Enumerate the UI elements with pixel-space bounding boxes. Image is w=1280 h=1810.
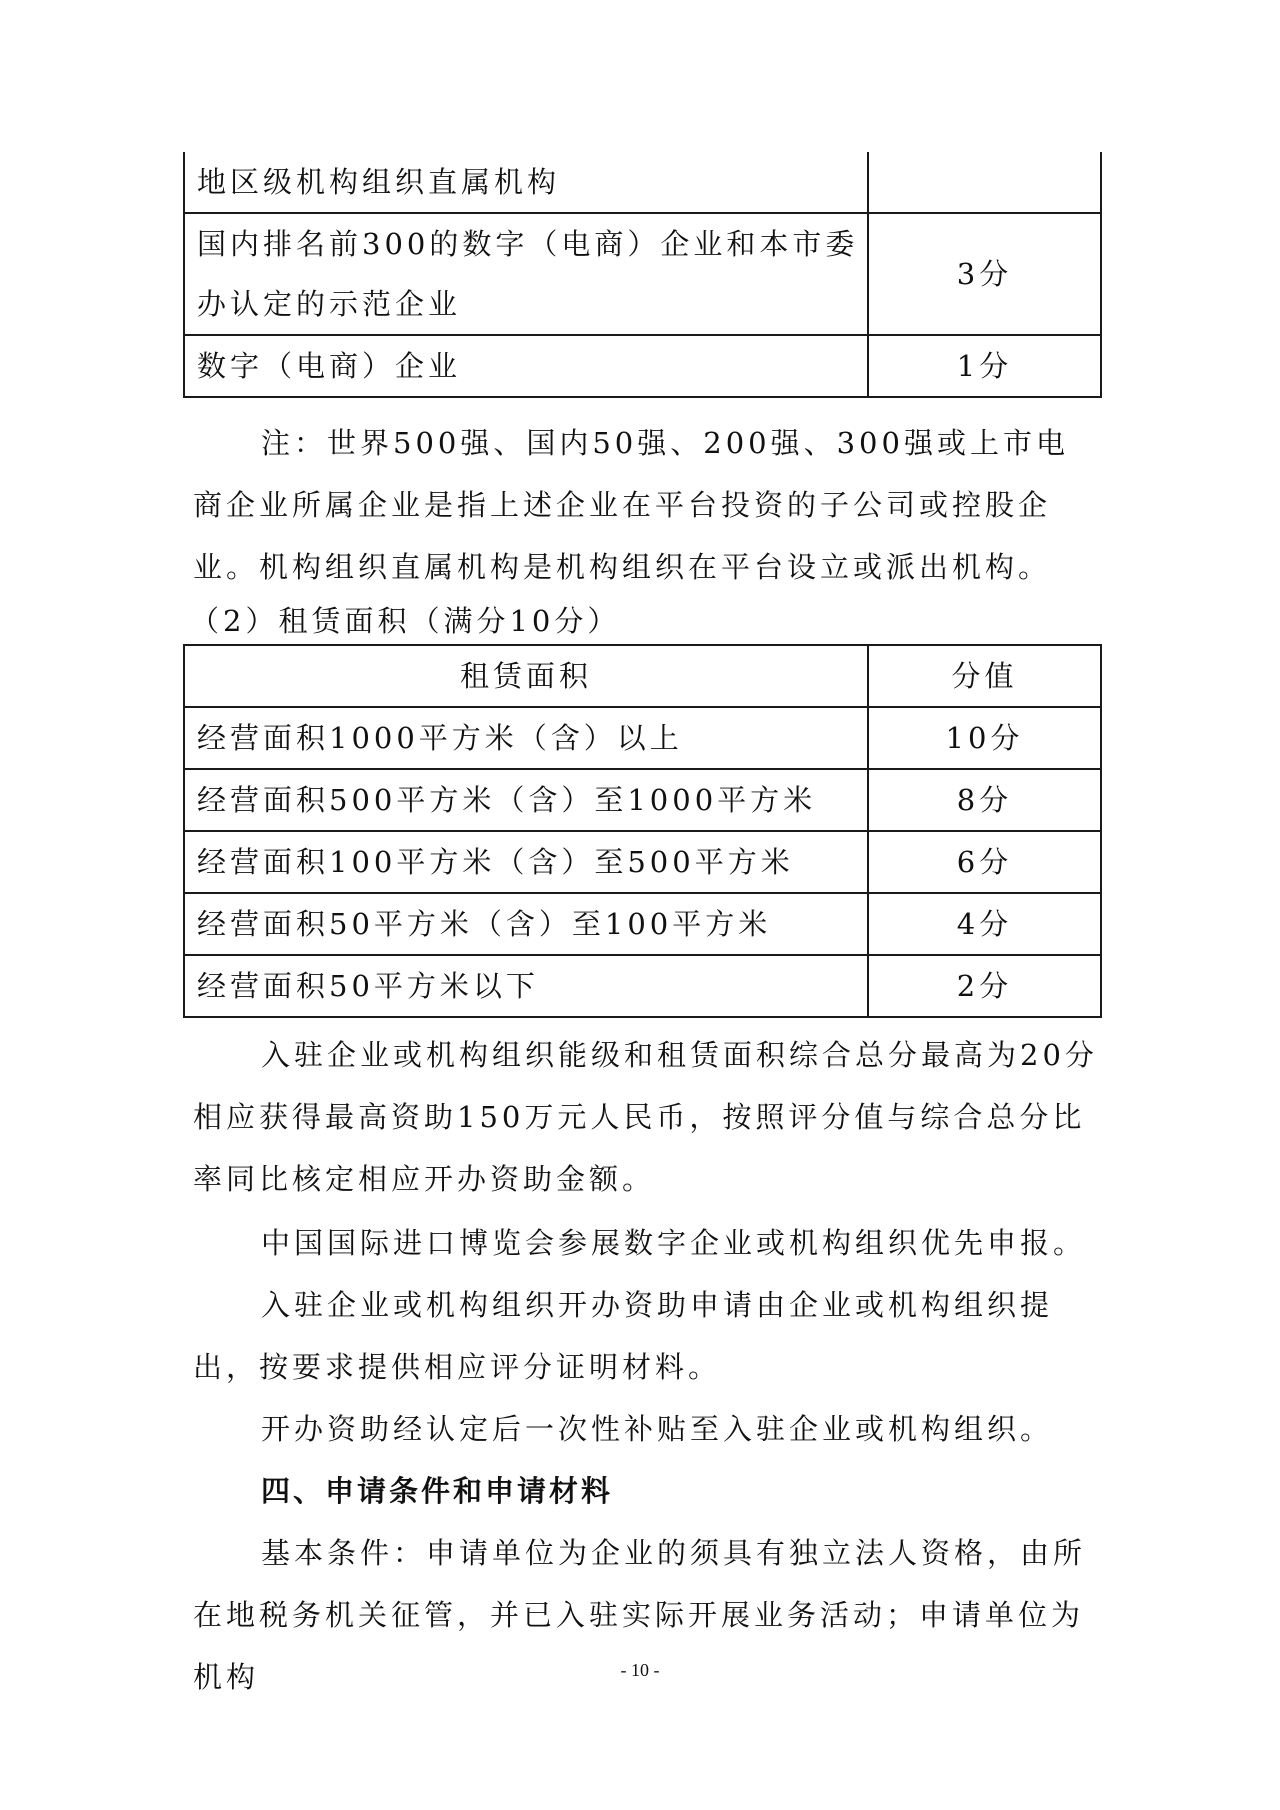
table-header-area: 租赁面积 bbox=[184, 645, 868, 707]
table-cell-label: 经营面积100平方米（含）至500平方米 bbox=[184, 831, 868, 893]
table-cell-label: 经营面积50平方米（含）至100平方米 bbox=[184, 893, 868, 955]
body-paragraph: 中国国际进口博览会参展数字企业或机构组织优先申报。 bbox=[261, 1226, 1087, 1260]
table-row bbox=[184, 707, 1101, 769]
enterprise-level-table bbox=[183, 152, 1102, 398]
table-cell-label: 经营面积1000平方米（含）以上 bbox=[184, 707, 868, 769]
table-cell-label: 国内排名前300的数字（电商）企业和本市委办认定的示范企业 bbox=[184, 213, 868, 335]
body-paragraph: 入驻企业或机构组织能级和租赁面积综合总分最高为20分相应获得最高资助150万元人民币，按照评分值与综合总分比率同比核定相应开办资助金额。 bbox=[193, 1038, 1098, 1196]
section-4-heading: 四、申请条件和申请材料 bbox=[261, 1474, 614, 1508]
table-row bbox=[184, 213, 1101, 335]
table-row bbox=[184, 831, 1101, 893]
table-cell-score: 10分 bbox=[868, 707, 1101, 769]
table-cell-label: 经营面积500平方米（含）至1000平方米 bbox=[184, 769, 868, 831]
table-cell-score: 4分 bbox=[868, 893, 1101, 955]
table-cell-label: 数字（电商）企业 bbox=[184, 335, 868, 397]
table-header-score: 分值 bbox=[868, 645, 1101, 707]
table-cell-label: 地区级机构组织直属机构 bbox=[184, 152, 868, 213]
table-cell-label: 经营面积50平方米以下 bbox=[184, 955, 868, 1017]
body-paragraph: 入驻企业或机构组织开办资助申请由企业或机构组织提出，按要求提供相应评分证明材料。 bbox=[193, 1288, 1054, 1384]
table-cell-score: 1分 bbox=[868, 335, 1101, 397]
table-cell-score: 6分 bbox=[868, 831, 1101, 893]
table-cell-score: 2分 bbox=[868, 955, 1101, 1017]
page-number: - 10 - bbox=[620, 1660, 660, 1680]
table-row bbox=[184, 335, 1101, 397]
table-cell-score: 8分 bbox=[868, 769, 1101, 831]
table-cell-score bbox=[868, 152, 1101, 213]
table-row bbox=[184, 769, 1101, 831]
basic-conditions-paragraph: 基本条件：申请单位为企业的须具有独立法人资格，由所在地税务机关征管，并已入驻实际开展业务活动；申请单位为机构 bbox=[193, 1536, 1087, 1694]
rental-area-table bbox=[183, 644, 1102, 1018]
section-2-title: （2）租赁面积（满分10分） bbox=[190, 604, 621, 638]
table-cell-score: 3分 bbox=[868, 213, 1101, 335]
table-row bbox=[184, 152, 1101, 213]
body-paragraph: 开办资助经认定后一次性补贴至入驻企业或机构组织。 bbox=[261, 1412, 1054, 1446]
note-paragraph: 注：世界500强、国内50强、200强、300强或上市电商企业所属企业是指上述企业在平台投资的子公司或控股企业。机构组织直属机构是机构组织在平台设立或派出机构。 bbox=[193, 426, 1069, 584]
table-header-row bbox=[184, 645, 1101, 707]
table-row bbox=[184, 955, 1101, 1017]
table-row bbox=[184, 893, 1101, 955]
